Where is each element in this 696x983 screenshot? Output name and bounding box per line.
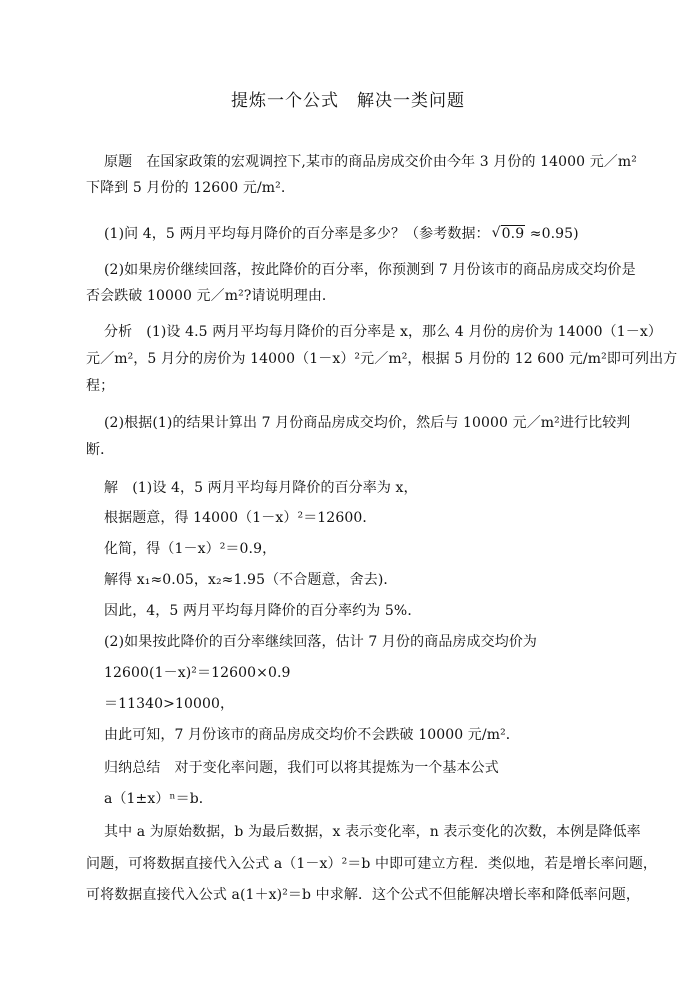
summary-line-3: 其中 a 为原始数据，b 为最后数据，x 表示变化率，n 表示变化的次数，本例是降低率	[104, 824, 641, 840]
summary-line-5: 可将数据直接代入公式 a(1＋x)²＝b 中求解．这个公式不但能解决增长率和降低率问题，	[86, 887, 640, 903]
solution-line-1: 解 (1)设 4，5 两月平均每月降价的百分率为 x，	[104, 480, 418, 496]
question-1-tail: ≈0.95)	[525, 226, 579, 242]
analysis-line-4: (2)根据(1)的结果计算出 7 月份商品房成交均价，然后与 10000 元／m²进行比较判	[104, 415, 631, 431]
page-title: 提炼一个公式 解决一类问题	[231, 91, 465, 111]
summary-line-1: 归纳总结 对于变化率问题，我们可以将其提炼为一个基本公式	[104, 760, 499, 776]
analysis-line-1: 分析 (1)设 4.5 两月平均每月降价的百分率是 x，那么 4 月份的房价为 14000（1－x）	[104, 324, 662, 340]
square-root-radicand: 0.9	[501, 226, 525, 242]
question-2-line-1: (2)如果房价继续回落，按此降价的百分率，你预测到 7 月份该市的商品房成交均价是	[104, 262, 636, 278]
question-1-text: (1)问 4，5 两月平均每月降价的百分率是多少？（参考数据：	[104, 226, 490, 242]
solution-line-5: 因此，4，5 两月平均每月降价的百分率约为 5%．	[104, 603, 422, 619]
solution-line-3: 化简，得（1－x）²＝0.9，	[104, 541, 277, 557]
solution-line-2: 根据题意，得 14000（1－x）²＝12600．	[104, 510, 377, 526]
analysis-line-2: 元／m²，5 月分的房价为 14000（1－x）²元／m²，根据 5 月份的 12 600 元/m²即可列出方	[86, 351, 678, 367]
solution-line-7: 12600(1－x)²＝12600×0.9	[104, 665, 291, 681]
analysis-line-5: 断．	[86, 442, 115, 458]
solution-line-8: ＝11340>10000，	[104, 696, 235, 712]
solution-line-4: 解得 x₁≈0.05，x₂≈1.95（不合题意，舍去)．	[104, 572, 398, 588]
square-root-symbol	[492, 224, 526, 244]
question-2-line-2: 否会跌破 10000 元／m²?请说明理由．	[86, 288, 337, 304]
summary-line-4: 问题，可将数据直接代入公式 a（1－x）²＝b 中即可建立方程．类似地，若是增长率问题，	[86, 856, 658, 872]
summary-formula: a（1±x）ⁿ＝b．	[104, 791, 213, 807]
problem-line-2: 下降到 5 月份的 12600 元/m².	[86, 180, 286, 196]
analysis-line-3: 程；	[86, 378, 115, 394]
solution-line-6: (2)如果按此降价的百分率继续回落，估计 7 月份的商品房成交均价为	[104, 634, 538, 650]
solution-line-9: 由此可知，7 月份该市的商品房成交均价不会跌破 10000 元/m²．	[104, 727, 520, 743]
question-1	[104, 224, 644, 244]
problem-line-1: 原题 在国家政策的宏观调控下,某市的商品房成交价由今年 3 月份的 14000 元／m²	[104, 154, 637, 170]
